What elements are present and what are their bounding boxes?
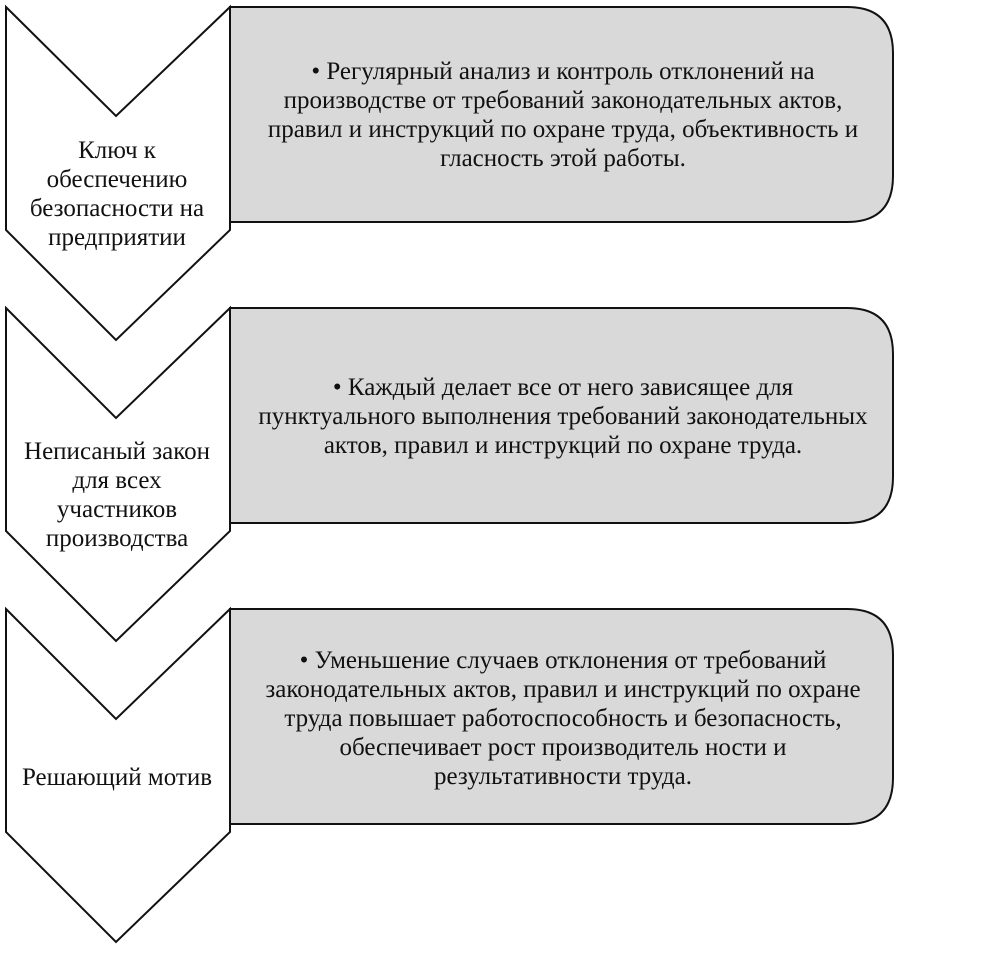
detail-text-1: • Регулярный анализ и контроль отклонений на производстве от требований законодательных актов, правил и инструкций по охране труда, объективность и гласность этой работы. [267,58,859,172]
chevron-label-3: Решающий мотив [21,763,213,791]
chevron-label-2: Неписаный закон для всех участников производства [24,438,210,552]
detail-text-2: • Каждый делает все от него зависящее для пунктуального выполнения требований законодательных актов, правил и инструкций по охране труда. [258,373,868,459]
detail-text-3: • Уменьшение случаев отклонения от требований законодательных актов, правил и инструкций по охране труда повышает работоспособность и безопасность, обеспечивает рост производитель ности и результативности труда. [265,646,861,790]
chevron-label-1: Ключ к обеспечению безопасности на предприятии [29,137,205,251]
